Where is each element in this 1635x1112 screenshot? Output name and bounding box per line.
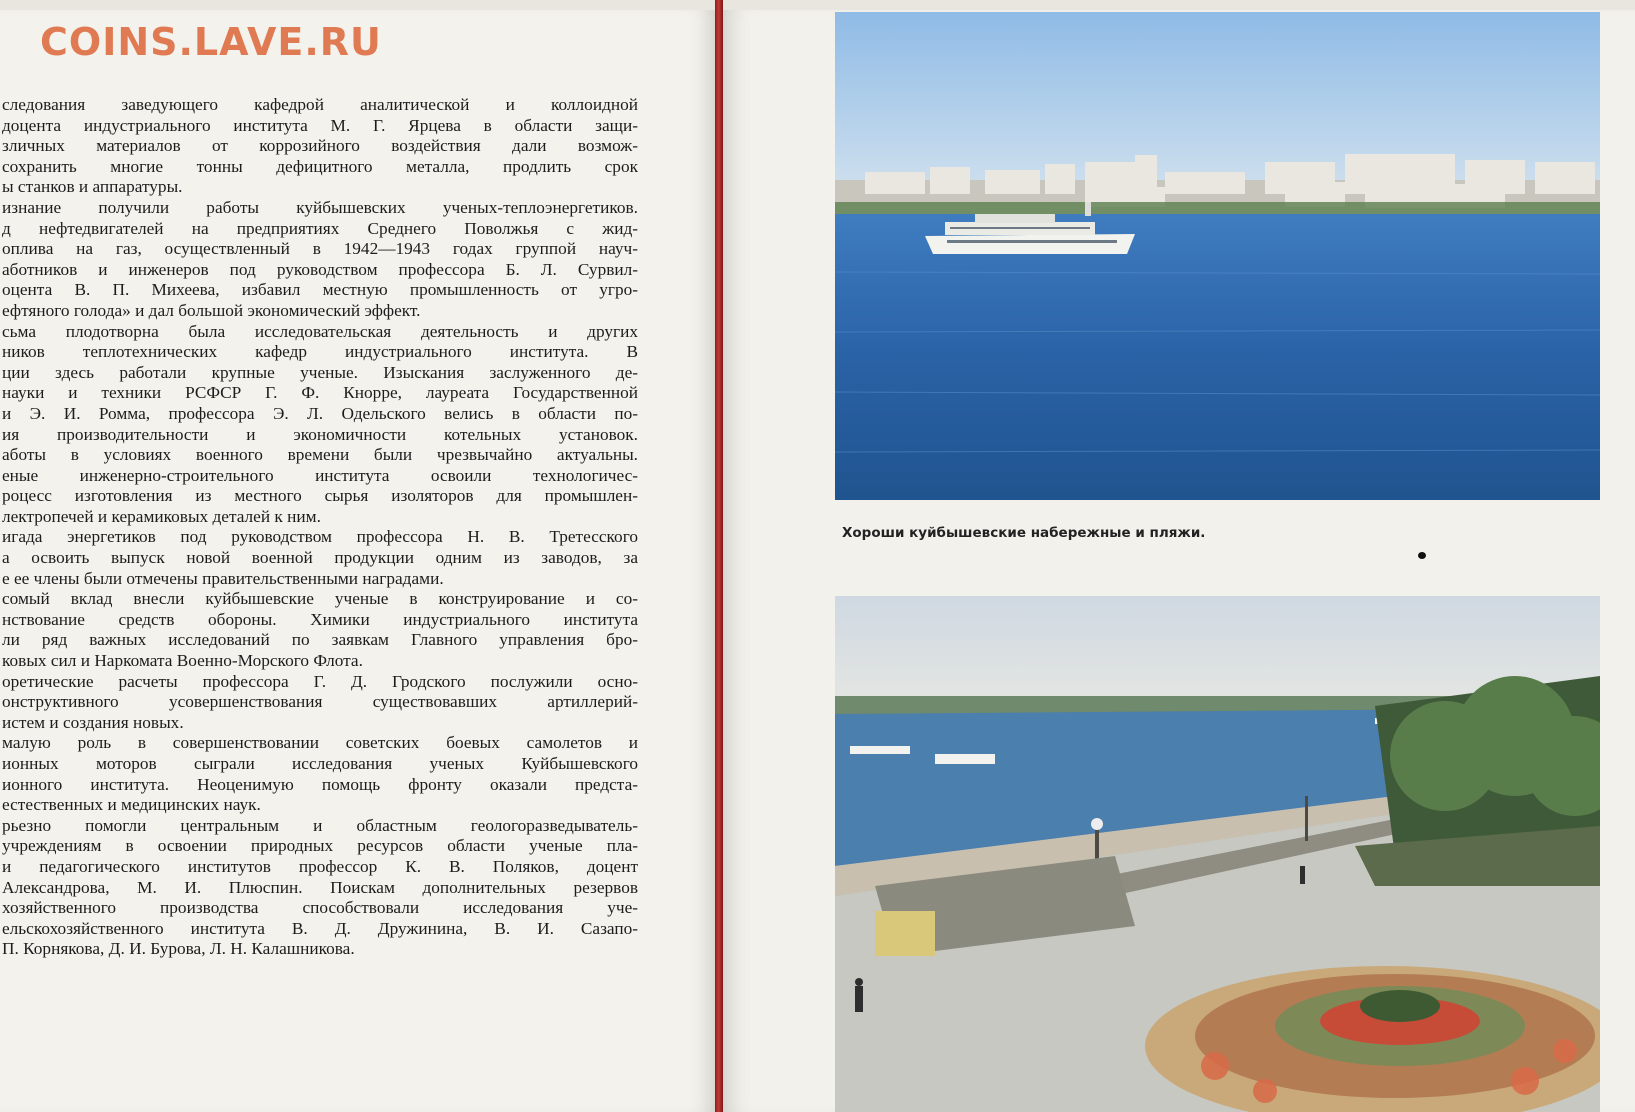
text-line: следования заведующего кафедрой аналитической и коллоидной bbox=[2, 95, 638, 114]
text-line: онструктивного усовершенствования существовавших артиллерий- bbox=[2, 692, 638, 712]
text-line: лектропечей и керамиковых деталей к ним. bbox=[2, 506, 321, 526]
text-line: ельскохозяйственного института В. Д. Дружинина, В. И. Сазапо- bbox=[2, 918, 638, 938]
text-line: роцесс изготовления из местного сырья изоляторов для промышлен- bbox=[2, 486, 638, 506]
text-line: малую роль в совершенствовании советских боевых самолетов и bbox=[2, 733, 638, 753]
photo-caption: Хороши куйбышевские набережные и пляжи. bbox=[842, 525, 1206, 541]
text-line: ковых сил и Наркомата Военно-Морского Флота. bbox=[2, 651, 363, 671]
body-text bbox=[2, 95, 638, 960]
text-line: П. Корнякова, Д. И. Бурова, Л. Н. Калашникова. bbox=[2, 939, 355, 959]
text-line: оретические расчеты профессора Г. Д. Гродского послужили осно- bbox=[2, 671, 638, 691]
text-line: ионных моторов сыграли исследования ученых Куйбышевского bbox=[2, 754, 638, 773]
text-line: зличных материалов от коррозийного воздействия дали возмож- bbox=[2, 136, 638, 156]
text-line: оцента В. П. Михеева, избавил местную промышленность от угро- bbox=[2, 280, 638, 300]
text-line: учреждениям в освоении природных ресурсов области ученые пла- bbox=[2, 836, 638, 856]
text-line: сьма плодотворна была исследовательская деятельность и других bbox=[2, 321, 638, 341]
text-line: доцента индустриального института М. Г. Ярцева в области защи- bbox=[2, 115, 638, 135]
text-line: изнание получили работы куйбышевских ученых-теплоэнергетиков. bbox=[2, 197, 638, 217]
text-line: хозяйственного производства способствовали исследования уче- bbox=[2, 898, 638, 918]
text-line: естественных и медицинских наук. bbox=[2, 795, 261, 815]
text-line: истем и создания новых. bbox=[2, 712, 184, 732]
text-line: нствование средств обороны. Химики индустриального института bbox=[2, 609, 638, 629]
text-line: ции здесь работали крупные ученые. Изыскания заслуженного де- bbox=[2, 362, 638, 382]
text-line: ы станков и аппаратуры. bbox=[2, 177, 183, 197]
text-line: и педагогического институтов профессор К. В. Поляков, доцент bbox=[2, 856, 638, 876]
text-line: Александрова, М. И. Плюспин. Поискам дополнительных резервов bbox=[2, 877, 638, 897]
watermark: COINS.LAVE.RU bbox=[40, 20, 382, 64]
text-line: ионного института. Неоценимую помощь фронту оказали предста- bbox=[2, 774, 638, 794]
text-line: и Э. И. Ромма, профессора Э. Л. Одельского велись в области по- bbox=[2, 403, 638, 423]
text-line: аботы в условиях военного времени были чрезвычайно актуальны. bbox=[2, 445, 638, 465]
book-spine bbox=[715, 0, 723, 1112]
photo-river-steamship bbox=[835, 12, 1600, 500]
text-line: сомый вклад внесли куйбышевские ученые в конструирование и со- bbox=[2, 589, 638, 609]
text-line: ли ряд важных исследований по заявкам Главного управления бро- bbox=[2, 630, 638, 650]
text-line: игада энергетиков под руководством профессора Н. В. Третесского bbox=[2, 527, 638, 547]
text-line: ефтяного голода» и дал большой экономический эффект. bbox=[2, 300, 421, 320]
text-line: д нефтедвигателей на предприятиях Среднего Поволжья с жид- bbox=[2, 218, 638, 238]
ink-spot bbox=[1418, 552, 1426, 559]
text-line: а освоить выпуск новой военной продукции одним из заводов, за bbox=[2, 548, 638, 568]
text-line: оплива на газ, осуществленный в 1942—1943 годах группой науч- bbox=[2, 239, 638, 259]
text-line: е ее члены были отмечены правительственными наградами. bbox=[2, 568, 444, 588]
top-edge bbox=[0, 0, 1635, 10]
text-line: ия производительности и экономичности котельных установок. bbox=[2, 424, 638, 444]
text-line: еные инженерно-строительного института освоили технологичес- bbox=[2, 465, 638, 485]
text-line: сохранить многие тонны дефицитного металла, продлить срок bbox=[2, 156, 638, 176]
text-line: рьезно помогли центральным и областным геологоразведыватель- bbox=[2, 815, 638, 835]
photo-embankment bbox=[835, 596, 1600, 1112]
text-line: науки и техники РСФСР Г. Ф. Кнорре, лауреата Государственной bbox=[2, 383, 638, 403]
text-line: ников теплотехнических кафедр индустриального института. В bbox=[2, 342, 638, 362]
text-line: аботников и инженеров под руководством профессора Б. Л. Сурвил- bbox=[2, 259, 638, 279]
